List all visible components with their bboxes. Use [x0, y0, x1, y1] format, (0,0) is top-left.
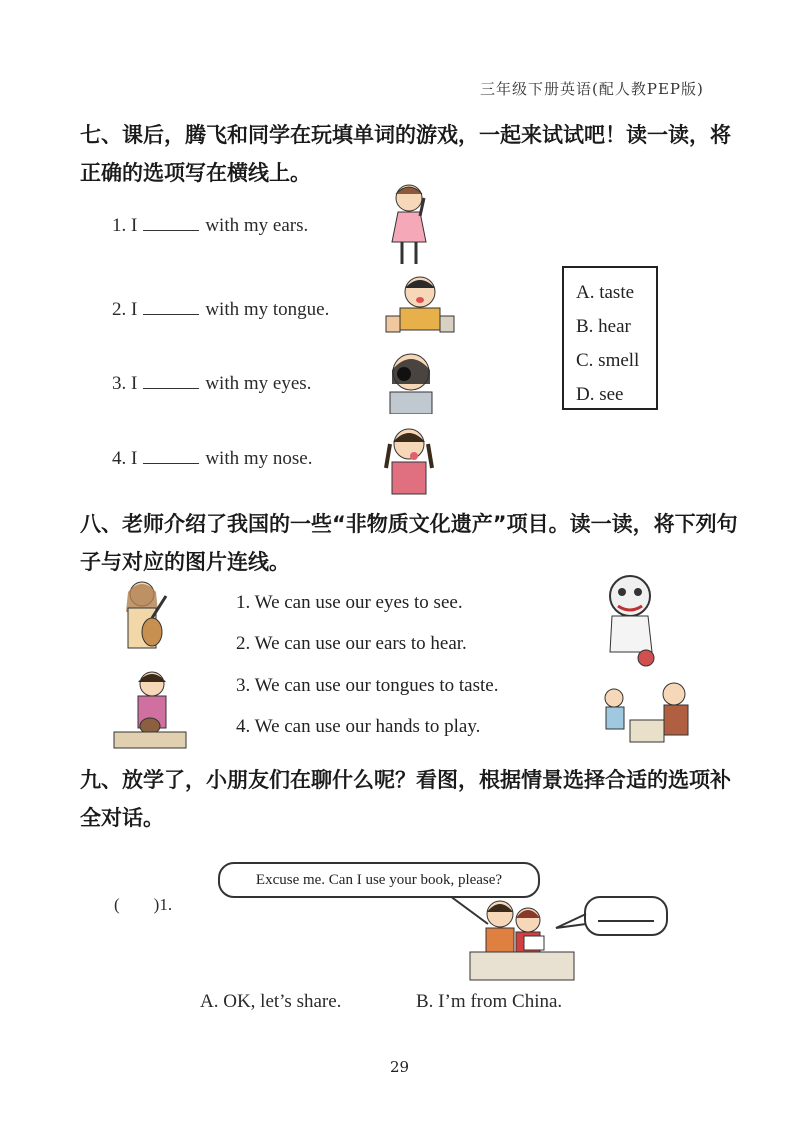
- answer-blank-1[interactable]: [143, 214, 199, 231]
- option-9-a: A. OK, let’s share.: [200, 991, 342, 1012]
- question-1: [112, 214, 308, 237]
- section-8-title: 八、老师介绍了我国的一些“非物质文化遗产”项目。读一读，将下列句子与对应的图片连线。: [80, 512, 738, 574]
- answer-blank-9-1[interactable]: [598, 920, 654, 922]
- woman-making-pottery-illustration: [112, 668, 188, 750]
- lion-dance-illustration: [600, 572, 662, 668]
- question-3-number: 3. I: [112, 373, 138, 394]
- answer-blank-2[interactable]: [143, 298, 199, 315]
- girl-smelling-flower-illustration: [378, 424, 440, 496]
- question-2-number: 2. I: [112, 299, 138, 320]
- speech-bubble-question: Excuse me. Can I use your book, please?: [218, 862, 540, 898]
- children-reading-illustration: [466, 896, 578, 982]
- option-9-b: B. I’m from China.: [416, 991, 563, 1012]
- question-1-number: 1. I: [112, 215, 138, 236]
- answer-blank-3[interactable]: [143, 372, 199, 389]
- book-header: 三年级下册英语(配人教PEP版): [480, 80, 704, 98]
- question-4-text: with my nose.: [205, 448, 313, 469]
- page-number: 29: [390, 1058, 410, 1076]
- option-b: B. hear: [576, 316, 631, 337]
- section-9-title: 九、放学了，小朋友们在聊什么呢？看图，根据情景选择合适的选项补全对话。: [80, 768, 731, 830]
- sentence-1: 1. We can use our eyes to see.: [236, 592, 463, 613]
- boy-tasting-illustration: [384, 272, 456, 336]
- people-playing-chess-illustration: [600, 680, 698, 746]
- section-7-title: 七、课后，腾飞和同学在玩填单词的游戏，一起来试试吧！读一读，将正确的选项写在横线上。: [80, 123, 731, 185]
- options-box: [562, 266, 658, 410]
- answer-blank-4[interactable]: [143, 447, 199, 464]
- girl-with-eyepatch-illustration: [380, 348, 442, 414]
- option-a: A. taste: [576, 282, 635, 303]
- question-4: [112, 447, 312, 470]
- question-4-number: 4. I: [112, 448, 138, 469]
- question-9-1-label: ( )1.: [114, 895, 173, 914]
- option-d: D. see: [576, 384, 624, 405]
- girl-touching-ear-illustration: [384, 180, 434, 270]
- sentence-2: 2. We can use our ears to hear.: [236, 633, 467, 654]
- speech-bubble-answer: [584, 896, 668, 936]
- question-1-text: with my ears.: [205, 215, 309, 236]
- girl-playing-pipa-illustration: [112, 578, 174, 654]
- option-c: C. smell: [576, 350, 640, 371]
- sentence-4: 4. We can use our hands to play.: [236, 716, 481, 737]
- sentence-3: 3. We can use our tongues to taste.: [236, 675, 499, 696]
- question-3-text: with my eyes.: [205, 373, 312, 394]
- question-2: [112, 298, 329, 321]
- question-3: [112, 372, 311, 395]
- question-2-text: with my tongue.: [205, 299, 330, 320]
